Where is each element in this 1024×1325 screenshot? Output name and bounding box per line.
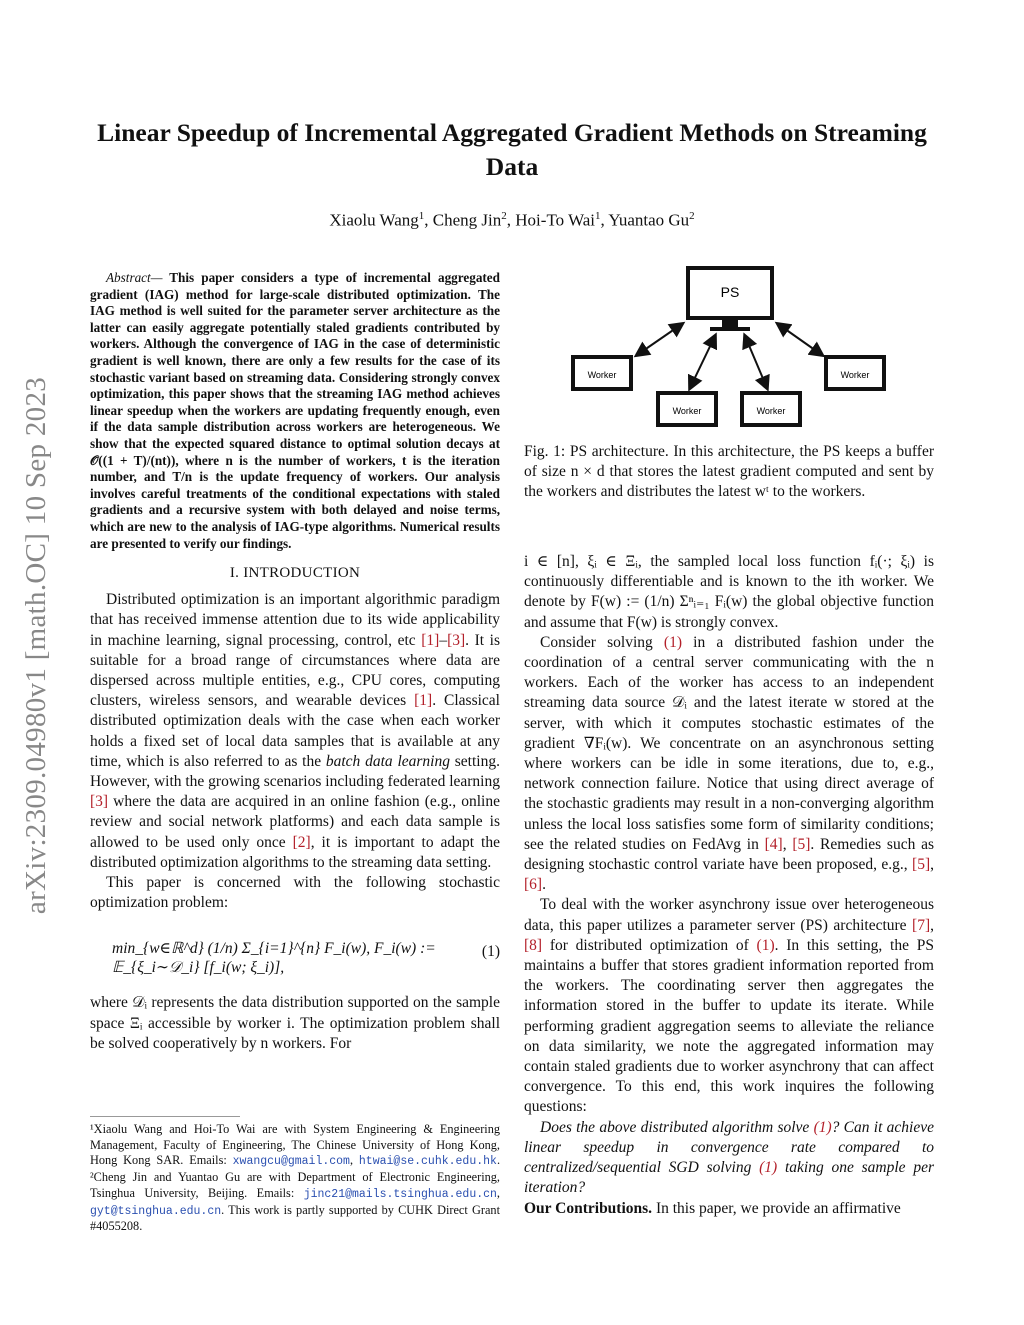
citation-link[interactable]: [5] — [912, 856, 931, 874]
paragraph: where 𝒟ᵢ represents the data distribution supported on the sample space Ξᵢ accessible by worker i. The optimization problem shall be solved cooperatively by n workers. For — [90, 994, 500, 1052]
paragraph: This paper is concerned with the following stochastic optimization problem: — [90, 873, 500, 912]
ps-label: PS — [720, 284, 740, 300]
paragraph: To deal with the worker asynchrony issue over heterogeneous data, this paper utilizes a parameter server (PS) architecture [7], [8] for distributed optimization of (1). In this setting, the PS maintains a buffer that stores gradient information reported from the workers. The coordinating server then aggregates the information stored in the buffer to update its iterate. While performing gradient aggregation seems to alleviate the reliance on data similarity, we note the aggregated information may contain staled gradients due to worker asynchrony that can affect convergence. To this end, this work inquires the following questions: — [524, 896, 934, 1116]
email-link[interactable]: xwangcu@gmail.com — [232, 1155, 350, 1169]
svg-text:Worker: Worker — [587, 370, 617, 380]
connection-arrow — [778, 324, 822, 355]
equation-link[interactable]: (1) — [756, 936, 775, 954]
email-link[interactable]: gyt@tsinghua.edu.cn — [90, 1204, 222, 1218]
worker-node — [573, 357, 631, 389]
connection-arrow — [637, 324, 682, 355]
email-link[interactable]: htwai@se.cuhk.edu.hk — [358, 1155, 497, 1169]
research-question: Does the above distributed algorithm solve (1)? Can it achieve linear speedup in convergence rate compared to centralized/sequential SGD solving (1) taking one sample per iteration? — [524, 1118, 934, 1197]
equation-body: min_{w∈ℝ^d} (1/n) Σ_{i=1}^{n} F_i(w), F_i(w) := 𝔼_{ξ_i∼𝒟_i} [f_i(w; ξ_i)], — [112, 940, 436, 977]
section-heading: I. INTRODUCTION — [229, 565, 361, 582]
citation-link[interactable]: [4] — [764, 835, 783, 853]
contributions-paragraph: Our Contributions. In this paper, we provide an affirmative — [524, 1199, 901, 1217]
footnote-rule — [90, 1116, 240, 1117]
worker-node — [826, 357, 884, 389]
equation-link[interactable]: (1) — [663, 633, 682, 651]
citation-link[interactable]: [6] — [524, 876, 543, 894]
paragraph: Distributed optimization is an important algorithmic paradigm that has received immense attention due to its wide applicability in machine learning, signal processing, control, etc [1]–[3]. It is suitable for a broad range of circumstances where data are dispersed across multiple entities, e.g., CPU cores, computing clusters, wireless sensors, and wearable devices [1]. Classical distributed optimization deals with the case when each worker holds a fixed set of local data samples that is available at any time, which is also referred to as the batch data learning setting. However, with the growing scenarios including federated learning [3] where the data are acquired in an online fashion (e.g., online review and social network platforms) and each data sample is allowed to be used only once [2], it is important to adapt the distributed optimization algorithms to the streaming data setting. — [90, 591, 500, 871]
paper-title: Linear Speedup of Incremental Aggregated Gradient Methods on Streaming Data — [97, 118, 927, 181]
citation-link[interactable]: [2] — [292, 833, 311, 851]
connection-arrow — [690, 336, 715, 388]
citation-link[interactable]: [5] — [792, 835, 811, 853]
author-list: Xiaolu Wang$^1$, Cheng Jin$^2$, Hoi-To Wai$^1$, Yuantao Gu$^2$ — [329, 210, 695, 230]
contributions-label: Our Contributions. — [524, 1199, 653, 1217]
author-name: Hoi-To Wai — [515, 210, 596, 230]
email-link[interactable]: jinc21@mails.tsinghua.edu.cn — [303, 1187, 497, 1201]
abstract-label: Abstract— — [106, 270, 163, 285]
svg-text:Worker: Worker — [840, 370, 870, 380]
equation-link[interactable]: (1) — [813, 1118, 832, 1136]
citation-link[interactable]: [7] — [912, 916, 931, 934]
paragraph: i ∈ [n], ξᵢ ∈ Ξᵢ, the sampled local loss function fᵢ(·; ξᵢ) is continuously differentiable and is known to the ith worker. We denote by F(w) := (1/n) Σⁿᵢ₌₁ Fᵢ(w) the global objective function and assume that F(w) is strongly convex. — [524, 553, 934, 631]
left-column — [90, 270, 500, 1054]
svg-text:Worker: Worker — [672, 406, 702, 416]
ps-monitor-icon — [688, 268, 772, 331]
right-column — [524, 552, 934, 1219]
ps-architecture-figure — [560, 262, 940, 432]
footnote: ¹Xiaolu Wang and Hoi-To Wai are with System Engineering & Engineering Management, Faculty of Engineering, The Chinese University of Hong Kong, Hong Kong SAR. Emails: xwangcu@gmail.com, htwai@se.cuhk.edu.hk. ²Cheng Jin and Yuantao Gu are with Department of Electronic Engineering, Tsinghua University, Beijing. Emails: jinc21@mails.tsinghua.edu.cn, gyt@tsinghua.edu.cn. This work is partly supported by CUHK Direct Grant #4055208. — [90, 1122, 501, 1234]
author-name: Yuantao Gu — [608, 210, 690, 230]
citation-link[interactable]: [3] — [447, 631, 466, 649]
author-name: Xiaolu Wang — [329, 210, 419, 230]
equation-1 — [90, 925, 500, 985]
equation-number: (1) — [481, 943, 500, 961]
arxiv-stamp: arXiv:2309.04980v1 [math.OC] 10 Sep 2023 — [20, 376, 53, 914]
equation-link[interactable]: (1) — [759, 1159, 778, 1177]
citation-link[interactable]: [8] — [524, 936, 543, 954]
author-name: Cheng Jin — [432, 210, 502, 230]
connection-arrow — [745, 336, 767, 388]
svg-text:Worker: Worker — [756, 406, 786, 416]
abstract: Abstract— This paper considers a type of incremental aggregated gradient (IAG) method for large-scale distributed optimization. The IAG method is well suited for the parameter server architecture as the latter can easily aggregate potentially staled gradients contributed by workers. Although the convergence of IAG in the case of deterministic gradient is well known, there are only a few results for the case of its stochastic variant based on streaming data. Considering strongly convex optimization, this paper shows that the streaming IAG method achieves linear speedup when the workers are updating frequently enough, even if the data sample distribution across workers are heterogeneous. We show that the expected squared distance to optimal solution decays at 𝒪((1 + T)/(nt)), where n is the number of workers, t is the iteration number, and T/n is the update frequency of workers. Our analysis involves careful treatments of the conditional expectations with staled gradients and a recursive system with both delayed and noise terms, which are new to the analysis of IAG-type algorithms. Numerical results are presented to verify our findings. — [90, 270, 500, 551]
figure-caption: Fig. 1: PS architecture. In this architecture, the PS keeps a buffer of size n × d that stores the latest gradient computed and sent by the workers and distributes the latest wᵗ to the workers. — [524, 443, 934, 501]
worker-node — [742, 393, 800, 425]
citation-link[interactable]: [3] — [90, 793, 109, 811]
worker-node — [658, 393, 716, 425]
citation-link[interactable]: [1] — [421, 631, 440, 649]
paragraph: Consider solving (1) in a distributed fashion under the coordination of a central server communicating with the n workers. Each of the worker has access to an independent streaming data source 𝒟ᵢ and the latest iterate w stored at the server, with which it computes stochastic estimates of the gradient ∇Fᵢ(w). We concentrate on an asynchronous setting where workers can be idle in some iterations, due to, e.g., network connection failure. Notice that using direct average of the stochastic gradients may result in a non-converging algorithm unless the local loss satisfies some form of similarity conditions; see the related studies on FedAvg in [4], [5]. Remedies such as designing stochastic control variate have been proposed, e.g., [5], [6]. — [524, 633, 935, 894]
citation-link[interactable]: [1] — [414, 692, 433, 710]
